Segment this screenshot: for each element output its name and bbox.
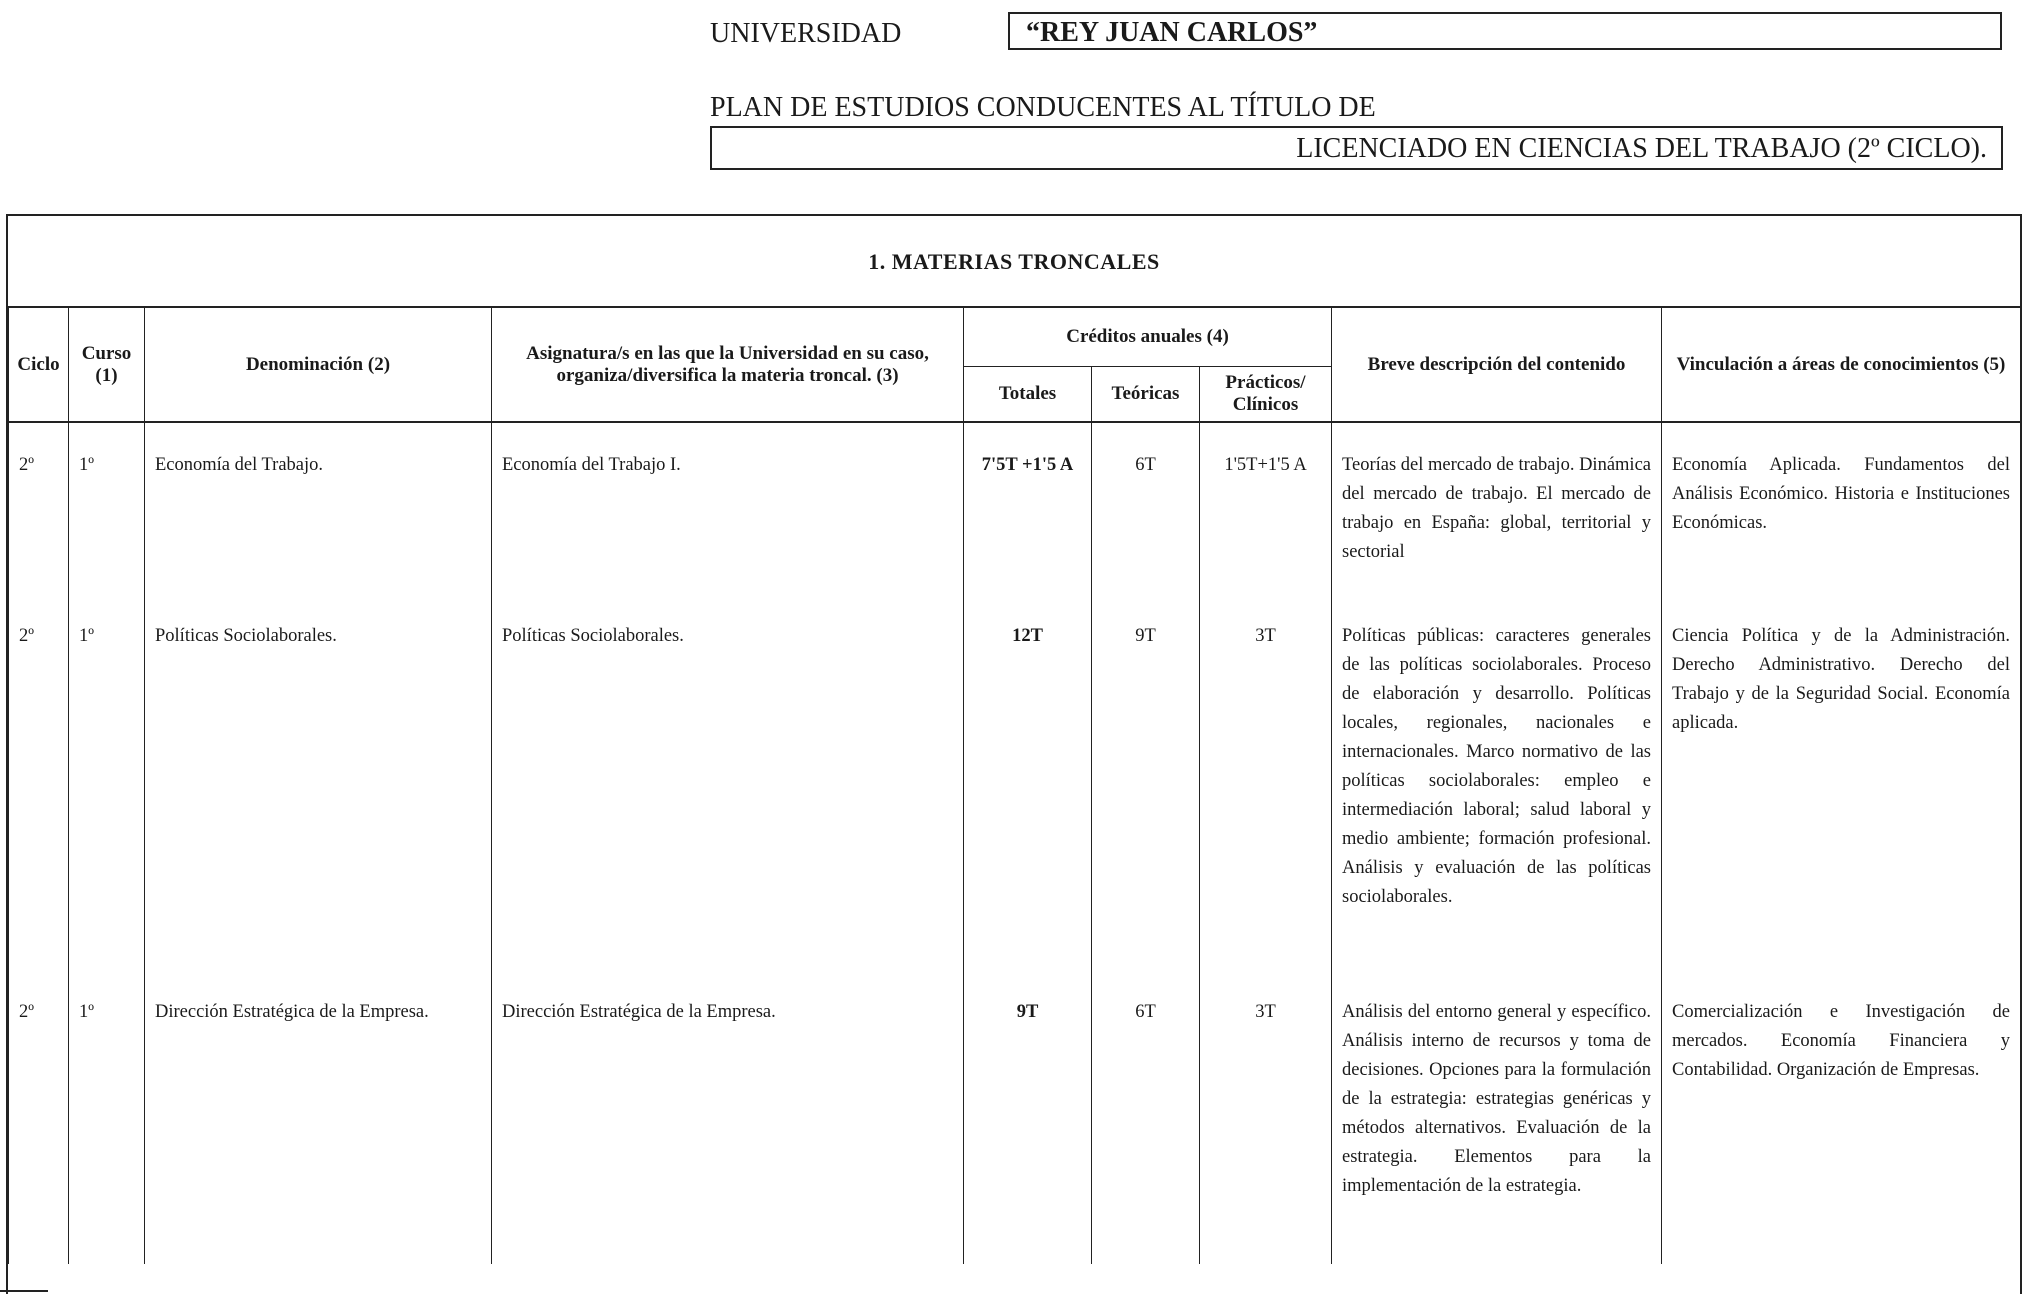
corner-mark <box>0 1290 48 1292</box>
table-row <box>9 970 2021 1264</box>
table-row <box>9 422 2021 594</box>
plan-label: PLAN DE ESTUDIOS CONDUCENTES AL TÍTULO DE <box>710 92 1376 123</box>
cell-ciclo: 2º <box>9 422 69 594</box>
col-header-ciclo: Ciclo <box>9 308 69 422</box>
cell-ciclo: 2º <box>9 970 69 1264</box>
col-header-totales: Totales <box>964 366 1092 422</box>
cell-asignatura: Políticas Sociolaborales. <box>492 594 964 970</box>
cell-practicos: 1'5T+1'5 A <box>1200 422 1332 594</box>
section-title: 1. MATERIAS TRONCALES <box>8 216 2020 308</box>
cell-curso: 1º <box>69 594 145 970</box>
cell-practicos: 3T <box>1200 970 1332 1264</box>
col-header-asignaturas: Asignatura/s en las que la Universidad en su caso, organiza/diversifica la materia troncal. (3) <box>492 308 964 422</box>
cell-teoricas: 6T <box>1092 970 1200 1264</box>
cell-curso: 1º <box>69 422 145 594</box>
col-header-descripcion: Breve descripción del contenido <box>1332 308 1662 422</box>
cell-asignatura: Dirección Estratégica de la Empresa. <box>492 970 964 1264</box>
cell-asignatura: Economía del Trabajo I. <box>492 422 964 594</box>
col-header-creditos: Créditos anuales (4) <box>964 308 1332 366</box>
cell-denominacion: Dirección Estratégica de la Empresa. <box>145 970 492 1264</box>
cell-ciclo: 2º <box>9 594 69 970</box>
subjects-table-frame <box>6 214 2022 1294</box>
col-header-teoricas: Teóricas <box>1092 366 1200 422</box>
cell-denominacion: Políticas Sociolaborales. <box>145 594 492 970</box>
subjects-table <box>8 308 2021 1264</box>
table-row <box>9 594 2021 970</box>
cell-totales: 7'5T +1'5 A <box>964 422 1092 594</box>
university-label: UNIVERSIDAD <box>710 18 902 49</box>
cell-vinculacion: Economía Aplicada. Fundamentos del Análisis Económico. Historia e Instituciones Económicas. <box>1662 422 2021 594</box>
cell-totales: 9T <box>964 970 1092 1264</box>
col-header-denominacion: Denominación (2) <box>145 308 492 422</box>
cell-vinculacion: Comercialización e Investigación de mercados. Economía Financiera y Contabilidad. Organización de Empresas. <box>1662 970 2021 1264</box>
cell-denominacion: Economía del Trabajo. <box>145 422 492 594</box>
cell-vinculacion: Ciencia Política y de la Administración. Derecho Administrativo. Derecho del Trabajo y de la Seguridad Social. Economía aplicada. <box>1662 594 2021 970</box>
col-header-practicos: Prácticos/ Clínicos <box>1200 366 1332 422</box>
cell-teoricas: 9T <box>1092 594 1200 970</box>
degree-title-box: LICENCIADO EN CIENCIAS DEL TRABAJO (2º CICLO). <box>710 126 2003 170</box>
cell-totales: 12T <box>964 594 1092 970</box>
cell-descripcion: Teorías del mercado de trabajo. Dinámica del mercado de trabajo. El mercado de trabajo en España: global, territorial y sectorial <box>1332 422 1662 594</box>
cell-descripcion: Análisis del entorno general y específico. Análisis interno de recursos y toma de decisiones. Opciones para la formulación de la estrategia: estrategias genéricas y métodos alternativos. Evaluación de la estrategia. Elementos para la implementación de la estrategia. <box>1332 970 1662 1264</box>
col-header-curso: Curso (1) <box>69 308 145 422</box>
cell-descripcion: Políticas públicas: caracteres generales de las políticas sociolaborales. Proceso de elaboración y desarrollo. Políticas locales, regionales, nacionales e internacionales. Marco normativo de las políticas sociolaborales: empleo e intermediación laboral; salud laboral y medio ambiente; formación profesional. Análisis y evaluación de las políticas sociolaborales. <box>1332 594 1662 970</box>
cell-curso: 1º <box>69 970 145 1264</box>
cell-practicos: 3T <box>1200 594 1332 970</box>
cell-teoricas: 6T <box>1092 422 1200 594</box>
col-header-vinculacion: Vinculación a áreas de conocimientos (5) <box>1662 308 2021 422</box>
university-name-box: “REY JUAN CARLOS” <box>1008 12 2002 50</box>
